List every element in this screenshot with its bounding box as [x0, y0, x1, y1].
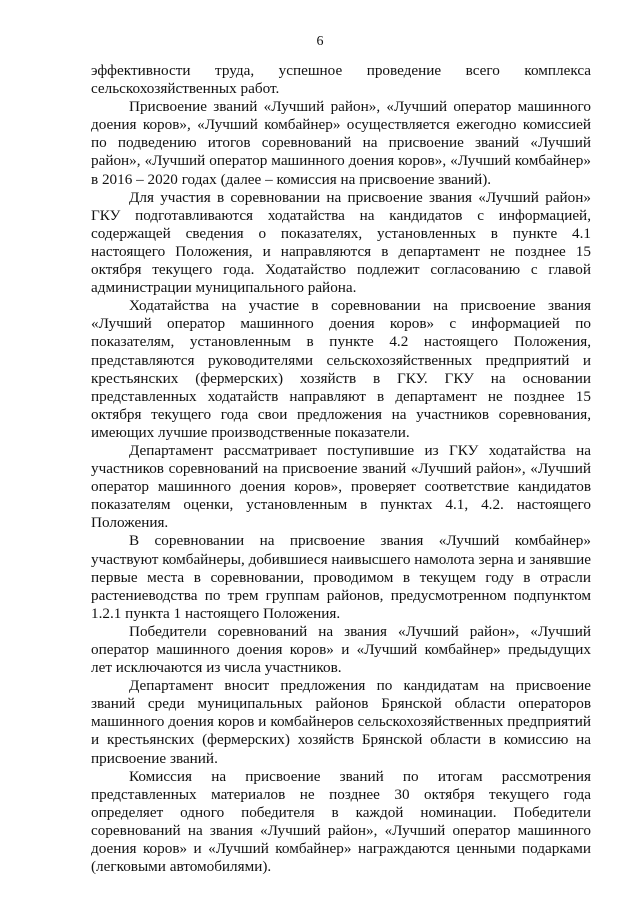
paragraph-previous-winners: Победители соревнований на звания «Лучший район», «Лучший оператор машинного доения коров» и «Лучший комбайнер» предыдущих лет исключаются из числа участников.: [91, 622, 591, 677]
paragraph-department-proposals: Департамент вносит предложения по кандидатам на присвоение званий среди муниципальных районов Брянской области операторов машинного доения коров и комбайнеров сельскохозяйственных предприятий и крестьянских (фермерских) хозяйств Брянской области в комиссию на присвоение званий.: [91, 677, 591, 767]
paragraph-best-district-petition: Для участия в соревновании на присвоение звания «Лучший район» ГКУ подготавливаются ходатайства на кандидатов с информацией, содержащей сведения о показателях, установленных в пункте 4.1 настоящего Положения, и направляются в департамент не позднее 15 октября текущего года. Ходатайство подлежит согласованию с главой администрации муниципального района.: [91, 188, 591, 297]
paragraph-department-review: Департамент рассматривает поступившие из ГКУ ходатайства на участников соревнований на присвоение званий «Лучший район», «Лучший оператор машинного доения коров», проверяет соответствие кандидатов показателям оценки, установленным в пунктах 4.1, 4.2. настоящего Положения.: [91, 441, 591, 532]
paragraph-commission-decision: Комиссия на присвоение званий по итогам рассмотрения представленных материалов не позднее 30 октября текущего года определяет одного победителя в каждой номинации. Победители соревнований на звания «Лучший район», «Лучший оператор машинного доения коров» и «Лучший комбайнер» награждаются ценными подарками (легковыми автомобилями).: [91, 767, 591, 876]
paragraph-continuation: эффективности труда, успешное проведение всего комплекса сельскохозяйственных работ.: [91, 62, 591, 98]
paragraph-title-awarding: Присвоение званий «Лучший район», «Лучший оператор машинного доения коров», «Лучший комбайнер» осуществляется ежегодно комиссией по подведению итогов соревнований на присвоение званий «Лучший район», «Лучший оператор машинного доения коров», «Лучший комбайнер» в 2016 – 2020 годах (далее – комиссия на присвоение званий).: [91, 98, 591, 188]
document-body: [91, 62, 591, 876]
paragraph-milking-operator-petition: Ходатайства на участие в соревновании на присвоение звания «Лучший оператор машинного доения коров» с информацией по показателям, установленным в пункте 4.2 настоящего Положения, представляются руководителями сельскохозяйственных предприятий и крестьянских (фермерских) хозяйств в ГКУ. ГКУ на основании представленных ходатайств направляют в департамент не позднее 15 октября текущего года свои предложения на участников соревнования, имеющих лучшие производственные показатели.: [91, 297, 591, 441]
paragraph-combine-operator: В соревновании на присвоение звания «Лучший комбайнер» участвуют комбайнеры, добившиеся наивысшего намолота зерна и занявшие первые места в соревновании, проводимом в текущем году в отрасли растениеводства по трем группам районов, предусмотренном подпунктом 1.2.1 пункта 1 настоящего Положения.: [91, 532, 591, 622]
page-number: 6: [316, 34, 324, 49]
